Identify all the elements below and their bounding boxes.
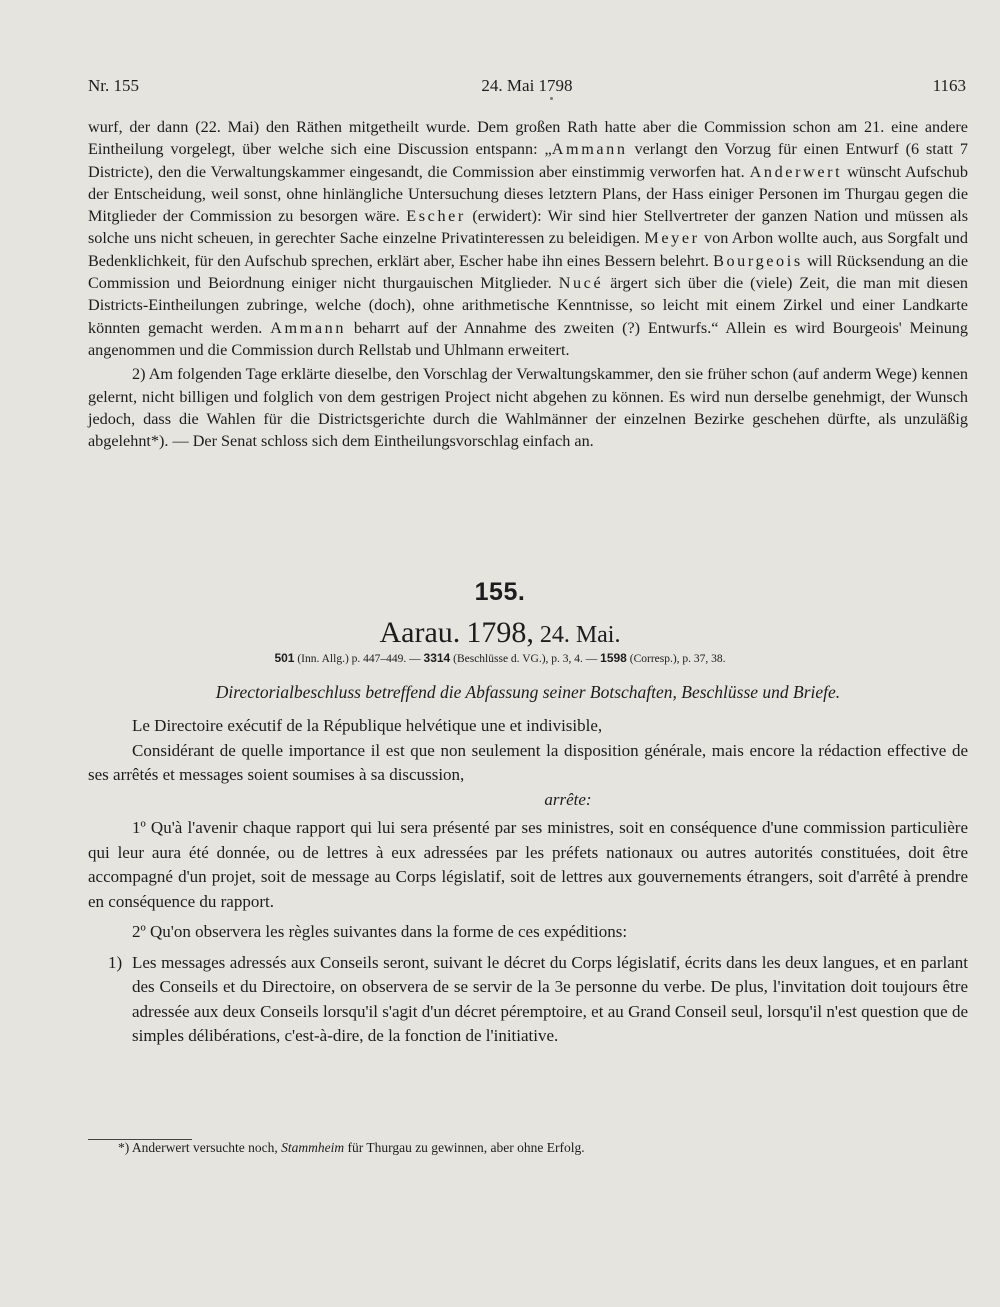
decree-article-2: 2º Qu'on observera les règles suivantes dans la forme de ces expéditions: <box>132 922 628 941</box>
section-year: 1798, <box>466 616 534 649</box>
section-place: Aarau. <box>379 616 461 649</box>
speaker-name: Anderwert <box>749 162 843 181</box>
speck <box>550 97 553 100</box>
header-date: 24. Mai 1798 <box>481 76 573 95</box>
decree-preamble: Le Directoire exécutif de la République helvétique une et indivisible, <box>132 716 603 735</box>
speaker-name: Escher <box>406 207 466 226</box>
section-heading <box>0 616 1000 650</box>
speaker-name: Nucé <box>558 274 604 293</box>
section-number: 155. <box>474 578 526 606</box>
speaker-name: Ammann <box>551 140 628 159</box>
header-page-number: 1163 <box>932 76 966 95</box>
continued-paragraph <box>88 116 968 452</box>
speaker-name: Meyer <box>644 229 700 248</box>
french-decree <box>88 714 968 1049</box>
decree-rule-1 <box>88 951 968 1049</box>
speaker-name: Ammann <box>270 318 347 337</box>
rule-text: Les messages adressés aux Conseils seront, suivant le décret du Corps législatif, écrits dans les deux langues, et en parlant des Conseils et du Directoire, on observera de se servir de la 3e personne du verbe. De plus, l'invitation doit toujours être adressée aux deux Conseils lorsqu'il s'agit d'un décret péremptoire, et au Grand Conseil seul, lorsqu'il n'est question que de simples délibérations, c'est-à-dire, de la fonction de l'initiative. <box>132 952 968 1045</box>
archive-references: 501 (Inn. Allg.) p. 447–449. — 3314 (Beschlüsse d. VG.), p. 3, 4. — 1598 (Corresp.), p. 37, 38. <box>274 651 726 665</box>
footnote: *) Anderwert versuchte noch, Stammheim für Thurgau zu gewinnen, aber ohne Erfolg. <box>118 1140 585 1155</box>
rule-label: 1) <box>108 952 123 972</box>
header-document-number: Nr. 155 <box>88 76 139 95</box>
decree-arrete: arrête: <box>544 789 592 809</box>
speaker-name: Bourgeois <box>713 251 803 270</box>
paragraph-second: 2) Am folgenden Tage erklärte dieselbe, den Vorschlag der Verwaltungskammer, den sie früher schon (auf anderm Wege) kennen gelernt, nicht billigen und folglich von dem gestrigen Project nicht abgehen zu können. Es wird nun derselbe genehmigt, der Wunsch jedoch, dass die Wahlen für die Districtsgerichte durch die Wahlmänner der einzelnen Bezirke geschehen dürfte, als unzuläßig abgelehnt*). — Der Senat schloss sich dem Eintheilungsvorschlag einfach an. <box>88 365 968 451</box>
decree-article-1: 1º Qu'à l'avenir chaque rapport qui lui sera présenté par ses ministres, soit en conséquence d'une commission particulière qui leur aura été donnée, ou de lettres à eux adressées par les préfets nationaux ou autres autorités constituées, doit être accompagné d'un projet, soit de message au Corps législatif, soit de lettres aux gouvernements étrangers, soit d'arrêté à prendre en conséquence du rapport. <box>88 818 968 911</box>
decree-considerant: Considérant de quelle importance il est que non seulement la disposition générale, mais encore la rédaction effective de ses arrêtés et messages soient soumises à sa discussion, <box>88 740 968 784</box>
section-date: 24. Mai. <box>539 622 621 648</box>
document-title: Directorialbeschluss betreffend die Abfassung seiner Botschaften, Beschlüsse und Briefe. <box>215 682 841 702</box>
paragraph-commission: wurf, der dann (22. Mai) den Räthen mitgetheilt wurde. Dem großen Rath hatte aber die Commission schon am 21. eine andere Eintheilung vorgelegt, über welche sich eine Discussion entspann: „Ammann verlangt den Vorzug für einen Entwurf (6 statt 7 Districte), den die Verwaltungskammer eingesandt, die Commission aber einstimmig verworfen hat. Anderwert wünscht Aufschub der Entscheidung, weil sonst, ohne hinlängliche Untersuchung dieses letztern Plans, der Hass einiger Personen im Thurgau gegen die Mitglieder der Commission zu besorgen wäre. Escher (erwidert): Wir sind hier Stellvertreter der ganzen Nation und müssen als solche uns nicht scheuen, in gerechter Sache einzelne Privatinteressen zu beleidigen. Meyer von Arbon wollte auch, aus Sorgfalt und Bedenklichkeit, für den Aufschub sprechen, erklärt aber, Escher habe ihn eines Bessern belehrt. Bourgeois will Rücksendung an die Commission und Beiordnung einiger nicht thurgauischen Mitglieder. Nucé ärgert sich über die (viele) Zeit, die man mit diesen Districts-Eintheilungen zubringe, welche (doch), ohne arithmetische Kenntnisse, so leicht mit einem Zirkel und einer Landkarte könnten gemacht werden. Ammann beharrt auf der Annahme des zweiten (?) Entwurfs.“ Allein es wird Bourgeois' Meinung angenommen und die Commission durch Rellstab und Uhlmann erweitert. <box>88 118 969 359</box>
running-header <box>88 76 966 100</box>
